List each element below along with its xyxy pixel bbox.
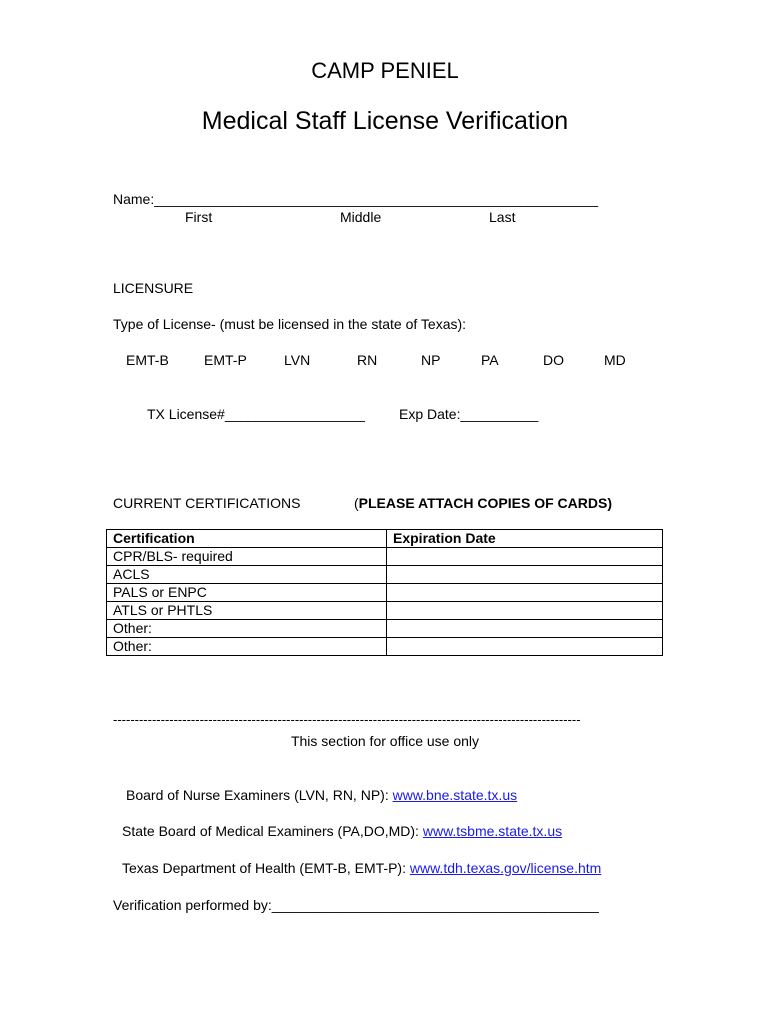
office-use-label: This section for office use only [290, 733, 480, 749]
tx-license-field[interactable]: TX License#__________________ [147, 406, 365, 422]
tdh-link[interactable]: www.tdh.texas.gov/license.htm [409, 860, 602, 876]
bne-row: Board of Nurse Examiners (LVN, RN, NP): www.bne.state.tx.us [126, 787, 518, 803]
table-row [107, 584, 663, 602]
form-title: Medical Staff License Verification [201, 107, 569, 135]
license-option-pa[interactable]: PA [481, 352, 499, 368]
expiration-date-cell[interactable] [387, 620, 663, 638]
tsbme-row: State Board of Medical Examiners (PA,DO,MD): www.tsbme.state.tx.us [122, 823, 563, 839]
license-type-prompt: Type of License- (must be licensed in the state of Texas): [113, 316, 467, 332]
certification-cell: Other: [107, 638, 387, 656]
certification-cell: ACLS [107, 566, 387, 584]
license-option-emt-p[interactable]: EMT-P [204, 352, 247, 368]
middle-caption: Middle [340, 209, 382, 225]
attach-cards-note: (PLEASE ATTACH COPIES OF CARDS) [354, 495, 612, 511]
expiration-date-cell[interactable] [387, 548, 663, 566]
expiration-date-cell[interactable] [387, 566, 663, 584]
tsbme-link[interactable]: www.tsbme.state.tx.us [422, 823, 563, 839]
table-header-row [107, 530, 663, 548]
name-label: Name: [113, 191, 155, 207]
licensure-heading: LICENSURE [113, 280, 194, 296]
name-field[interactable]: _________________________________________________________ [154, 191, 599, 207]
table-row [107, 638, 663, 656]
table-row [107, 566, 663, 584]
certification-cell: Other: [107, 620, 387, 638]
expiration-date-cell[interactable] [387, 602, 663, 620]
certification-column-header: Certification [107, 530, 387, 548]
certification-cell: CPR/BLS- required [107, 548, 387, 566]
org-title: CAMP PENIEL [311, 58, 459, 83]
table-row [107, 602, 663, 620]
verification-field[interactable]: Verification performed by:__________________________________________ [113, 897, 599, 913]
expiration-date-cell[interactable] [387, 638, 663, 656]
table-row [107, 548, 663, 566]
last-caption: Last [489, 209, 516, 225]
bne-link[interactable]: www.bne.state.tx.us [392, 787, 518, 803]
expiration-date-cell[interactable] [387, 584, 663, 602]
certification-cell: PALS or ENPC [107, 584, 387, 602]
name-row [113, 191, 598, 207]
license-option-rn[interactable]: RN [357, 352, 378, 368]
license-option-lvn[interactable]: LVN [284, 352, 311, 368]
expiration-column-header: Expiration Date [387, 530, 663, 548]
exp-date-field[interactable]: Exp Date:__________ [399, 406, 539, 422]
certification-cell: ATLS or PHTLS [107, 602, 387, 620]
certifications-heading: CURRENT CERTIFICATIONS [113, 495, 301, 511]
office-divider: ------------------------------------------------------------------------------------------------------------ [113, 712, 581, 727]
license-option-do[interactable]: DO [543, 352, 564, 368]
license-option-emt-b[interactable]: EMT-B [126, 352, 169, 368]
first-caption: First [185, 209, 213, 225]
tdh-row: Texas Department of Health (EMT-B, EMT-P): www.tdh.texas.gov/license.htm [122, 860, 602, 876]
license-option-np[interactable]: NP [421, 352, 441, 368]
license-option-md[interactable]: MD [604, 352, 626, 368]
table-row [107, 620, 663, 638]
certifications-table [106, 529, 663, 656]
